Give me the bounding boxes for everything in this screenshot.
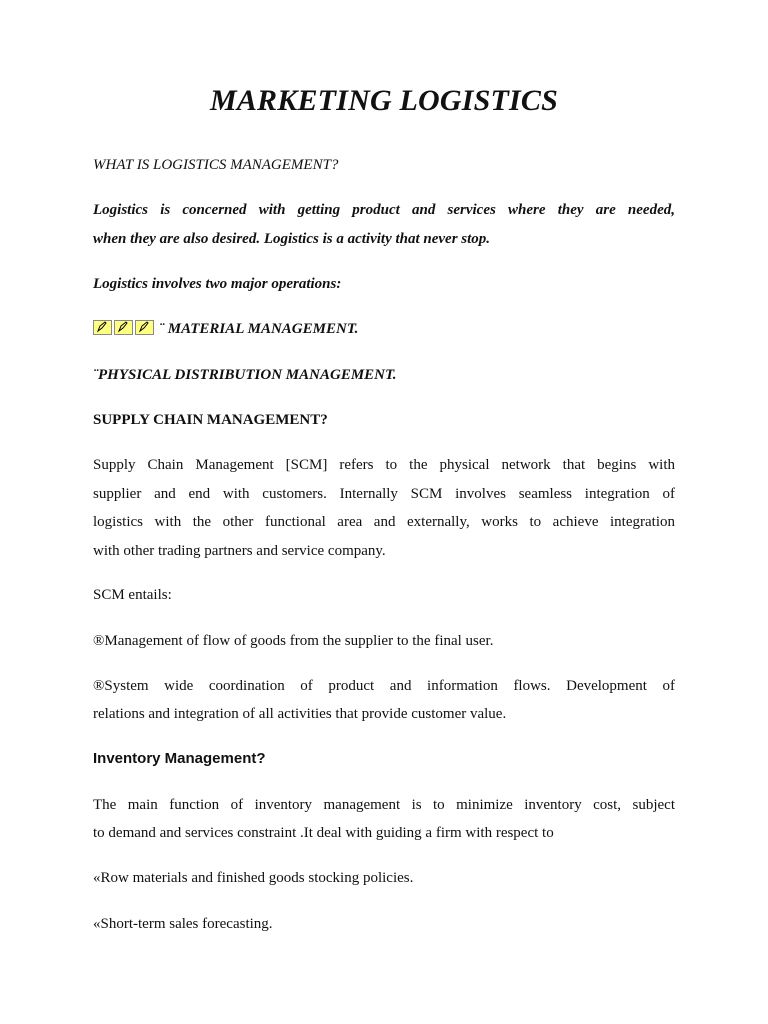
logistics-question: WHAT IS LOGISTICS MANAGEMENT? — [93, 157, 339, 173]
scm-paragraph-line-2: supplier and end with customers. Internally SCM involves seamless integration of — [93, 486, 675, 502]
scm-paragraph-line-1: Supply Chain Management [SCM] refers to the physical network that begins with — [93, 457, 675, 473]
pencil-bullet-icon — [135, 320, 154, 335]
inventory-heading: Inventory Management? — [93, 750, 266, 767]
operation-material-management — [93, 315, 675, 344]
bullet-glyph-group — [93, 320, 156, 335]
operations-intro: Logistics involves two major operations: — [93, 276, 342, 292]
operation-physical-distribution: ¨PHYSICAL DISTRIBUTION MANAGEMENT. — [93, 367, 397, 383]
scm-heading: SUPPLY CHAIN MANAGEMENT? — [93, 412, 328, 428]
logistics-definition-line-1: Logistics is concerned with getting product and services where they are needed, — [93, 202, 675, 218]
inventory-paragraph-line-1: The main function of inventory management is to minimize inventory cost, subject — [93, 797, 675, 813]
logistics-definition-line-2: when they are also desired. Logistics is a activity that never stop. — [93, 231, 491, 247]
pencil-bullet-icon — [114, 320, 133, 335]
scm-item-2-line-1: ®System wide coordination of product and information flows. Development of — [93, 678, 675, 694]
scm-paragraph-line-3: logistics with the other functional area and externally, works to achieve integration — [93, 514, 675, 530]
inventory-item-1: «Row materials and finished goods stocking policies. — [93, 870, 414, 886]
inventory-item-2: «Short-term sales forecasting. — [93, 916, 273, 932]
scm-entails: SCM entails: — [93, 587, 172, 603]
scm-paragraph-line-4: with other trading partners and service company. — [93, 543, 386, 559]
page-title: MARKETING LOGISTICS — [209, 84, 559, 117]
scm-item-2-line-2: relations and integration of all activities that provide customer value. — [93, 706, 507, 722]
scm-item-1: ®Management of flow of goods from the supplier to the final user. — [93, 633, 494, 649]
pencil-bullet-icon — [93, 320, 112, 335]
inventory-paragraph-line-2: to demand and services constraint .It deal with guiding a firm with respect to — [93, 825, 554, 841]
operation-material-label: ¨ MATERIAL MANAGEMENT. — [159, 321, 359, 337]
